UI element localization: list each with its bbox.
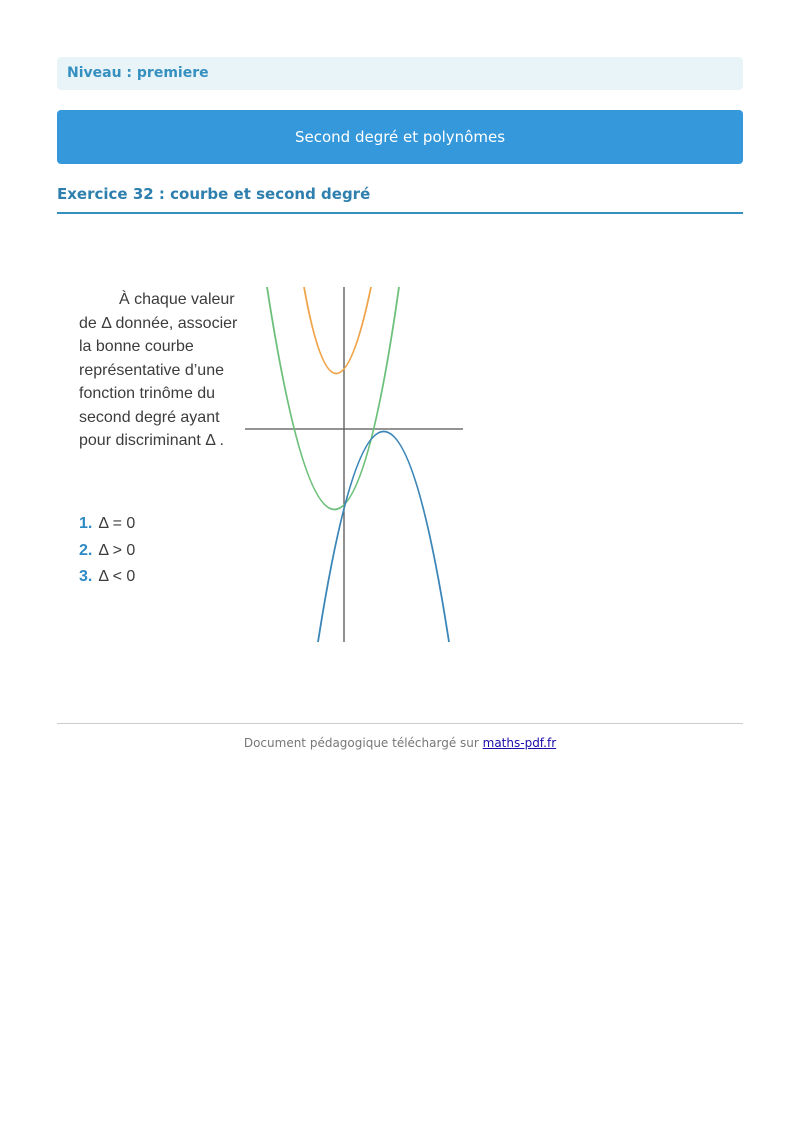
chapter-banner: Second degré et polynômes bbox=[57, 110, 743, 164]
parabolas-graph bbox=[242, 282, 467, 647]
case-expression: Δ > 0 bbox=[98, 541, 136, 559]
case-item bbox=[79, 511, 135, 538]
exercise-title: Exercice 32 : courbe et second degré bbox=[57, 185, 743, 214]
exercise-figure bbox=[70, 282, 470, 647]
case-item bbox=[79, 538, 135, 565]
exercise-prompt bbox=[79, 288, 239, 453]
case-number: 2. bbox=[79, 541, 93, 559]
green-parabola bbox=[267, 287, 399, 510]
case-number: 3. bbox=[79, 568, 93, 585]
prompt-text: À chaque valeur de Δ donnée, associer la bonne courbe représentative d’une fonction trinôme du second degré ayant pour discriminant Δ . bbox=[79, 291, 238, 449]
orange-parabola bbox=[304, 287, 371, 374]
case-expression: Δ = 0 bbox=[98, 515, 136, 532]
case-item bbox=[79, 564, 135, 591]
footer-text: Document pédagogique téléchargé sur bbox=[243, 736, 483, 750]
case-number: 1. bbox=[79, 515, 93, 532]
footer-divider bbox=[57, 723, 743, 724]
blue-parabola bbox=[318, 432, 449, 643]
footer bbox=[57, 736, 743, 750]
case-expression: Δ < 0 bbox=[98, 568, 136, 585]
level-label: Niveau : premiere bbox=[57, 57, 743, 90]
footer-link[interactable]: maths-pdf.fr bbox=[482, 736, 557, 750]
answer-cases bbox=[79, 511, 135, 591]
